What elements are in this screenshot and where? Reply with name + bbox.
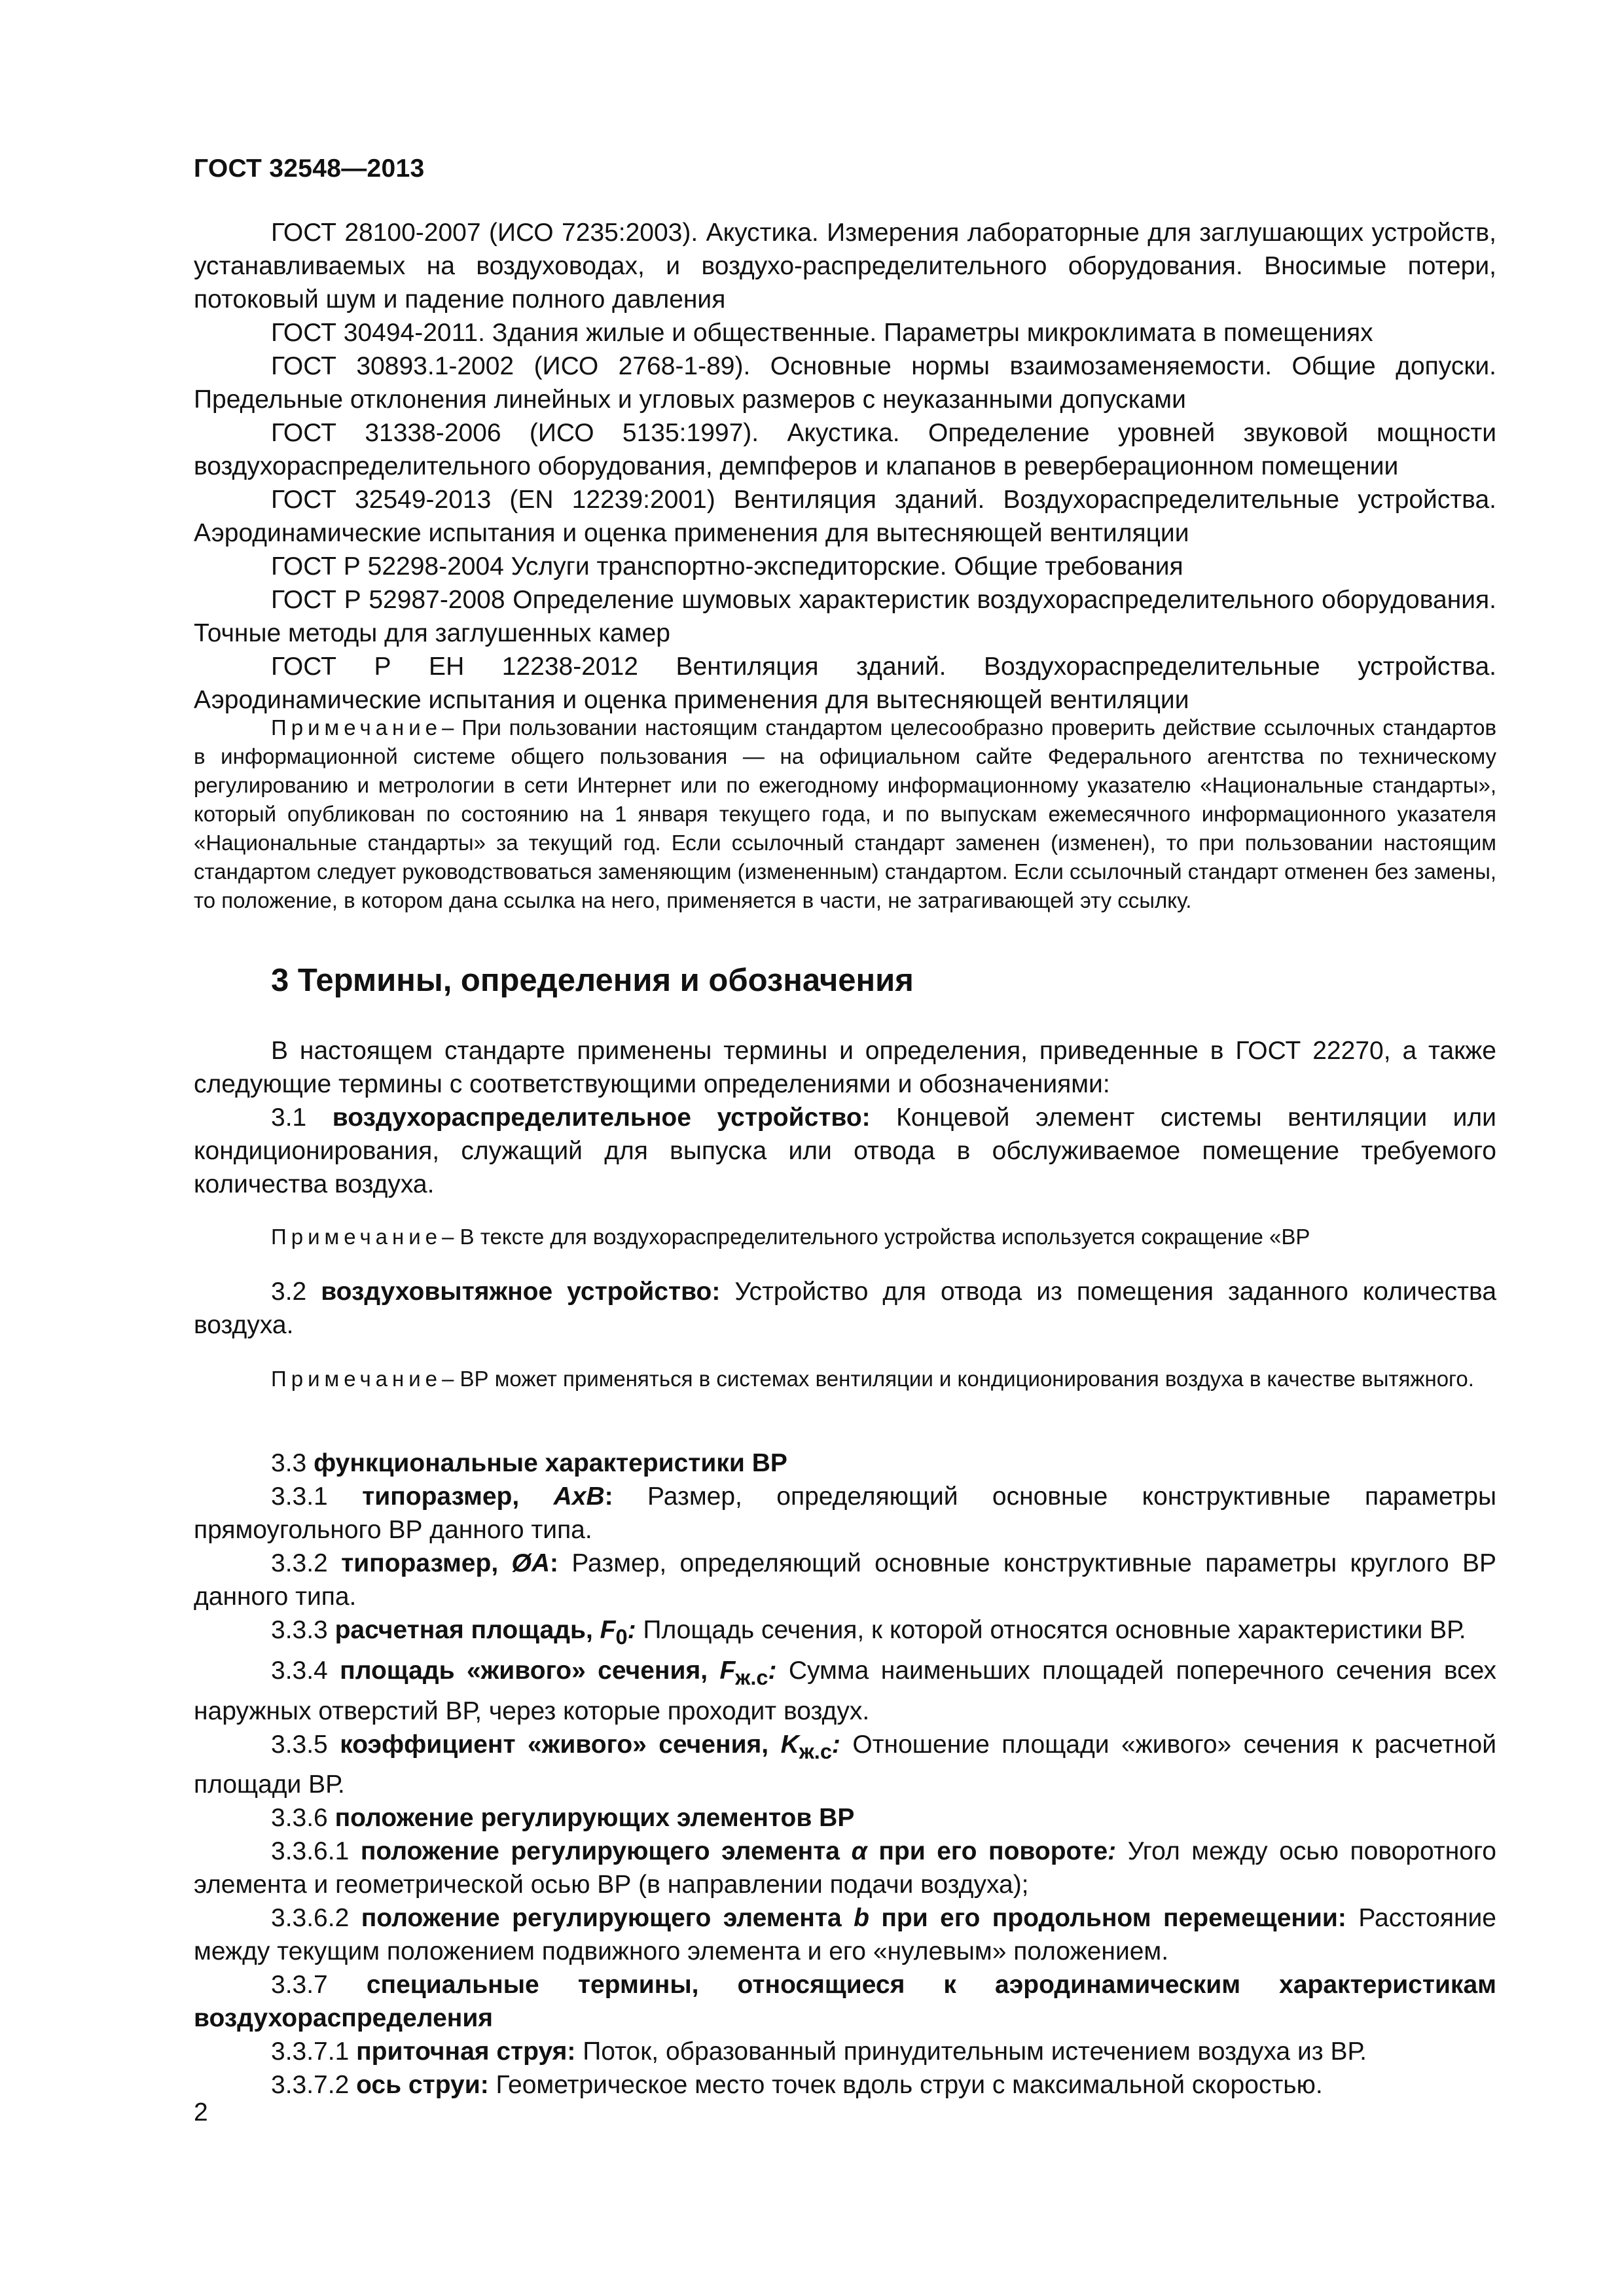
note-references [194,713,1496,915]
note-label: Примечание [271,715,442,740]
note-text: – В тексте для воздухораспределительного устройства используется сокращение «ВР [442,1225,1310,1249]
reference-item: ГОСТ Р 52987-2008 Определение шумовых характеристик воздухораспределительного оборудования. Точные методы для заглушенных камер [194,586,1496,647]
section-intro: В настоящем стандарте применены термины и определения, приведенные в ГОСТ 22270, а также следующие термины с соответствующими определениями и обозначениями: [194,1037,1496,1098]
term-3-2-block [194,1275,1496,1342]
page-number: 2 [194,2098,208,2126]
reference-item: ГОСТ 31338-2006 (ИСО 5135:1997). Акустика. Определение уровней звуковой мощности воздухораспределительного оборудования, демпферов и клапанов в реверберационном помещении [194,419,1496,480]
normative-references [194,216,1496,717]
reference-item: ГОСТ 30893.1-2002 (ИСО 2768-1-89). Основные нормы взаимозаменяемости. Общие допуски. Предельные отклонения линейных и угловых размеров с неуказанными допусками [194,352,1496,414]
note-text: – ВР может применяться в системах вентиляции и кондиционирования воздуха в качестве вытяжного. [442,1367,1474,1391]
term-3-3-1: 3.3.1 типоразмер, АхВ: Размер, определяющий основные конструктивные параметры прямоугольного ВР данного типа. [194,1482,1497,1544]
term-3-3-3: 3.3.3 расчетная площадь, $F_0$: Площадь сечения, к которой относятся основные характеристики ВР. [271,1616,1466,1649]
terms-section [194,1034,1496,1201]
term-3-3-6-1: 3.3.6.1 положение регулирующего элемента α при его повороте: Угол между осью поворотного элемента и геометрической осью ВР (в направлении подачи воздуха); [194,1837,1496,1899]
reference-item: ГОСТ 28100-2007 (ИСО 7235:2003). Акустика. Измерения лабораторные для заглушающих устройств, устанавливаемых на воздуховодах, и воздухо-распределительного оборудования. Вносимые потери, потоковый шум и падение полного давления [194,219,1496,314]
reference-item: ГОСТ Р 52298-2004 Услуги транспортно-экспедиторские. Общие требования [271,552,1183,581]
note-3-1 [194,1223,1496,1251]
note-label: Примечание [271,1225,442,1249]
note-3-2 [194,1365,1496,1393]
term-3-3-4: 3.3.4 площадь «живого» сечения, $F_{ж.с}$: Сумма наименьших площадей поперечного сечения всех наружных отверстий ВР, через которые проходит воздух. [194,1656,1496,1725]
term-3-1: 3.1 воздухораспределительное устройство: Концевой элемент системы вентиляции или кондиционирования, служащий для выпуска или отвода в обслуживаемое помещение требуемого количества воздуха. [194,1103,1496,1198]
note-label: Примечание [271,1367,442,1391]
term-3-3-6: 3.3.6 положение регулирующих элементов ВР [271,1804,855,1833]
term-3-3-7: 3.3.7 специальные термины, относящиеся к аэродинамическим характеристикам воздухораспределения [194,1971,1496,2033]
reference-item: ГОСТ 32549-2013 (EN 12239:2001) Вентиляция зданий. Воздухораспределительные устройства. Аэродинамические испытания и оценка применения для вытесняющей вентиляции [194,486,1496,547]
section-heading: 3 Термины, определения и обозначения [271,963,914,998]
terms-list [194,1446,1496,2102]
term-3-2: 3.2 воздуховытяжное устройство: Устройство для отвода из помещения заданного количества воздуха. [194,1278,1497,1339]
note-text: – При пользовании настоящим стандартом целесообразно проверить действие ссылочных стандартов в информационной системе общего пользования — на официальном сайте Федерального агентства по техническому регулированию и метрологии в сети Интернет или по ежегодному информационному указателю «Национальные стандарты», который опубликован по состоянию на 1 января текущего года, и по выпускам ежемесячного информационного указателя «Национальные стандарты» за текущий год. Если ссылочный стандарт заменен (изменен), то при пользовании настоящим стандартом следует руководствоваться заменяющим (измененным) стандартом. Если ссылочный стандарт отменен без замены, то положение, в котором дана ссылка на него, применяется в части, не затрагивающей эту ссылку. [194,715,1496,912]
term-3-3-7-1: 3.3.7.1 приточная струя: Поток, образованный принудительным истечением воздуха из ВР. [271,2037,1367,2066]
term-3-3: 3.3 функциональные характеристики ВР [271,1449,787,1477]
document-header: ГОСТ 32548—2013 [194,154,425,183]
term-3-3-7-2: 3.3.7.2 ось струи: Геометрическое место точек вдоль струи с максимальной скоростью. [271,2071,1323,2100]
term-3-3-2: 3.3.2 типоразмер, ØA: Размер, определяющий основные конструктивные параметры круглого ВР данного типа. [194,1549,1496,1611]
reference-item: ГОСТ Р ЕН 12238-2012 Вентиляция зданий. Воздухораспределительные устройства. Аэродинамические испытания и оценка применения для вытесняющей вентиляции [194,653,1496,714]
reference-item: ГОСТ 30494-2011. Здания жилые и общественные. Параметры микроклимата в помещениях [271,319,1373,347]
term-3-3-6-2: 3.3.6.2 положение регулирующего элемента b при его продольном перемещении: Расстояние между текущим положением подвижного элемента и его «нулевым» положением. [194,1904,1496,1966]
term-3-3-5: 3.3.5 коэффициент «живого» сечения, $K_{ж.с}$: Отношение площади «живого» сечения к расчетной площади ВР. [194,1730,1496,1799]
